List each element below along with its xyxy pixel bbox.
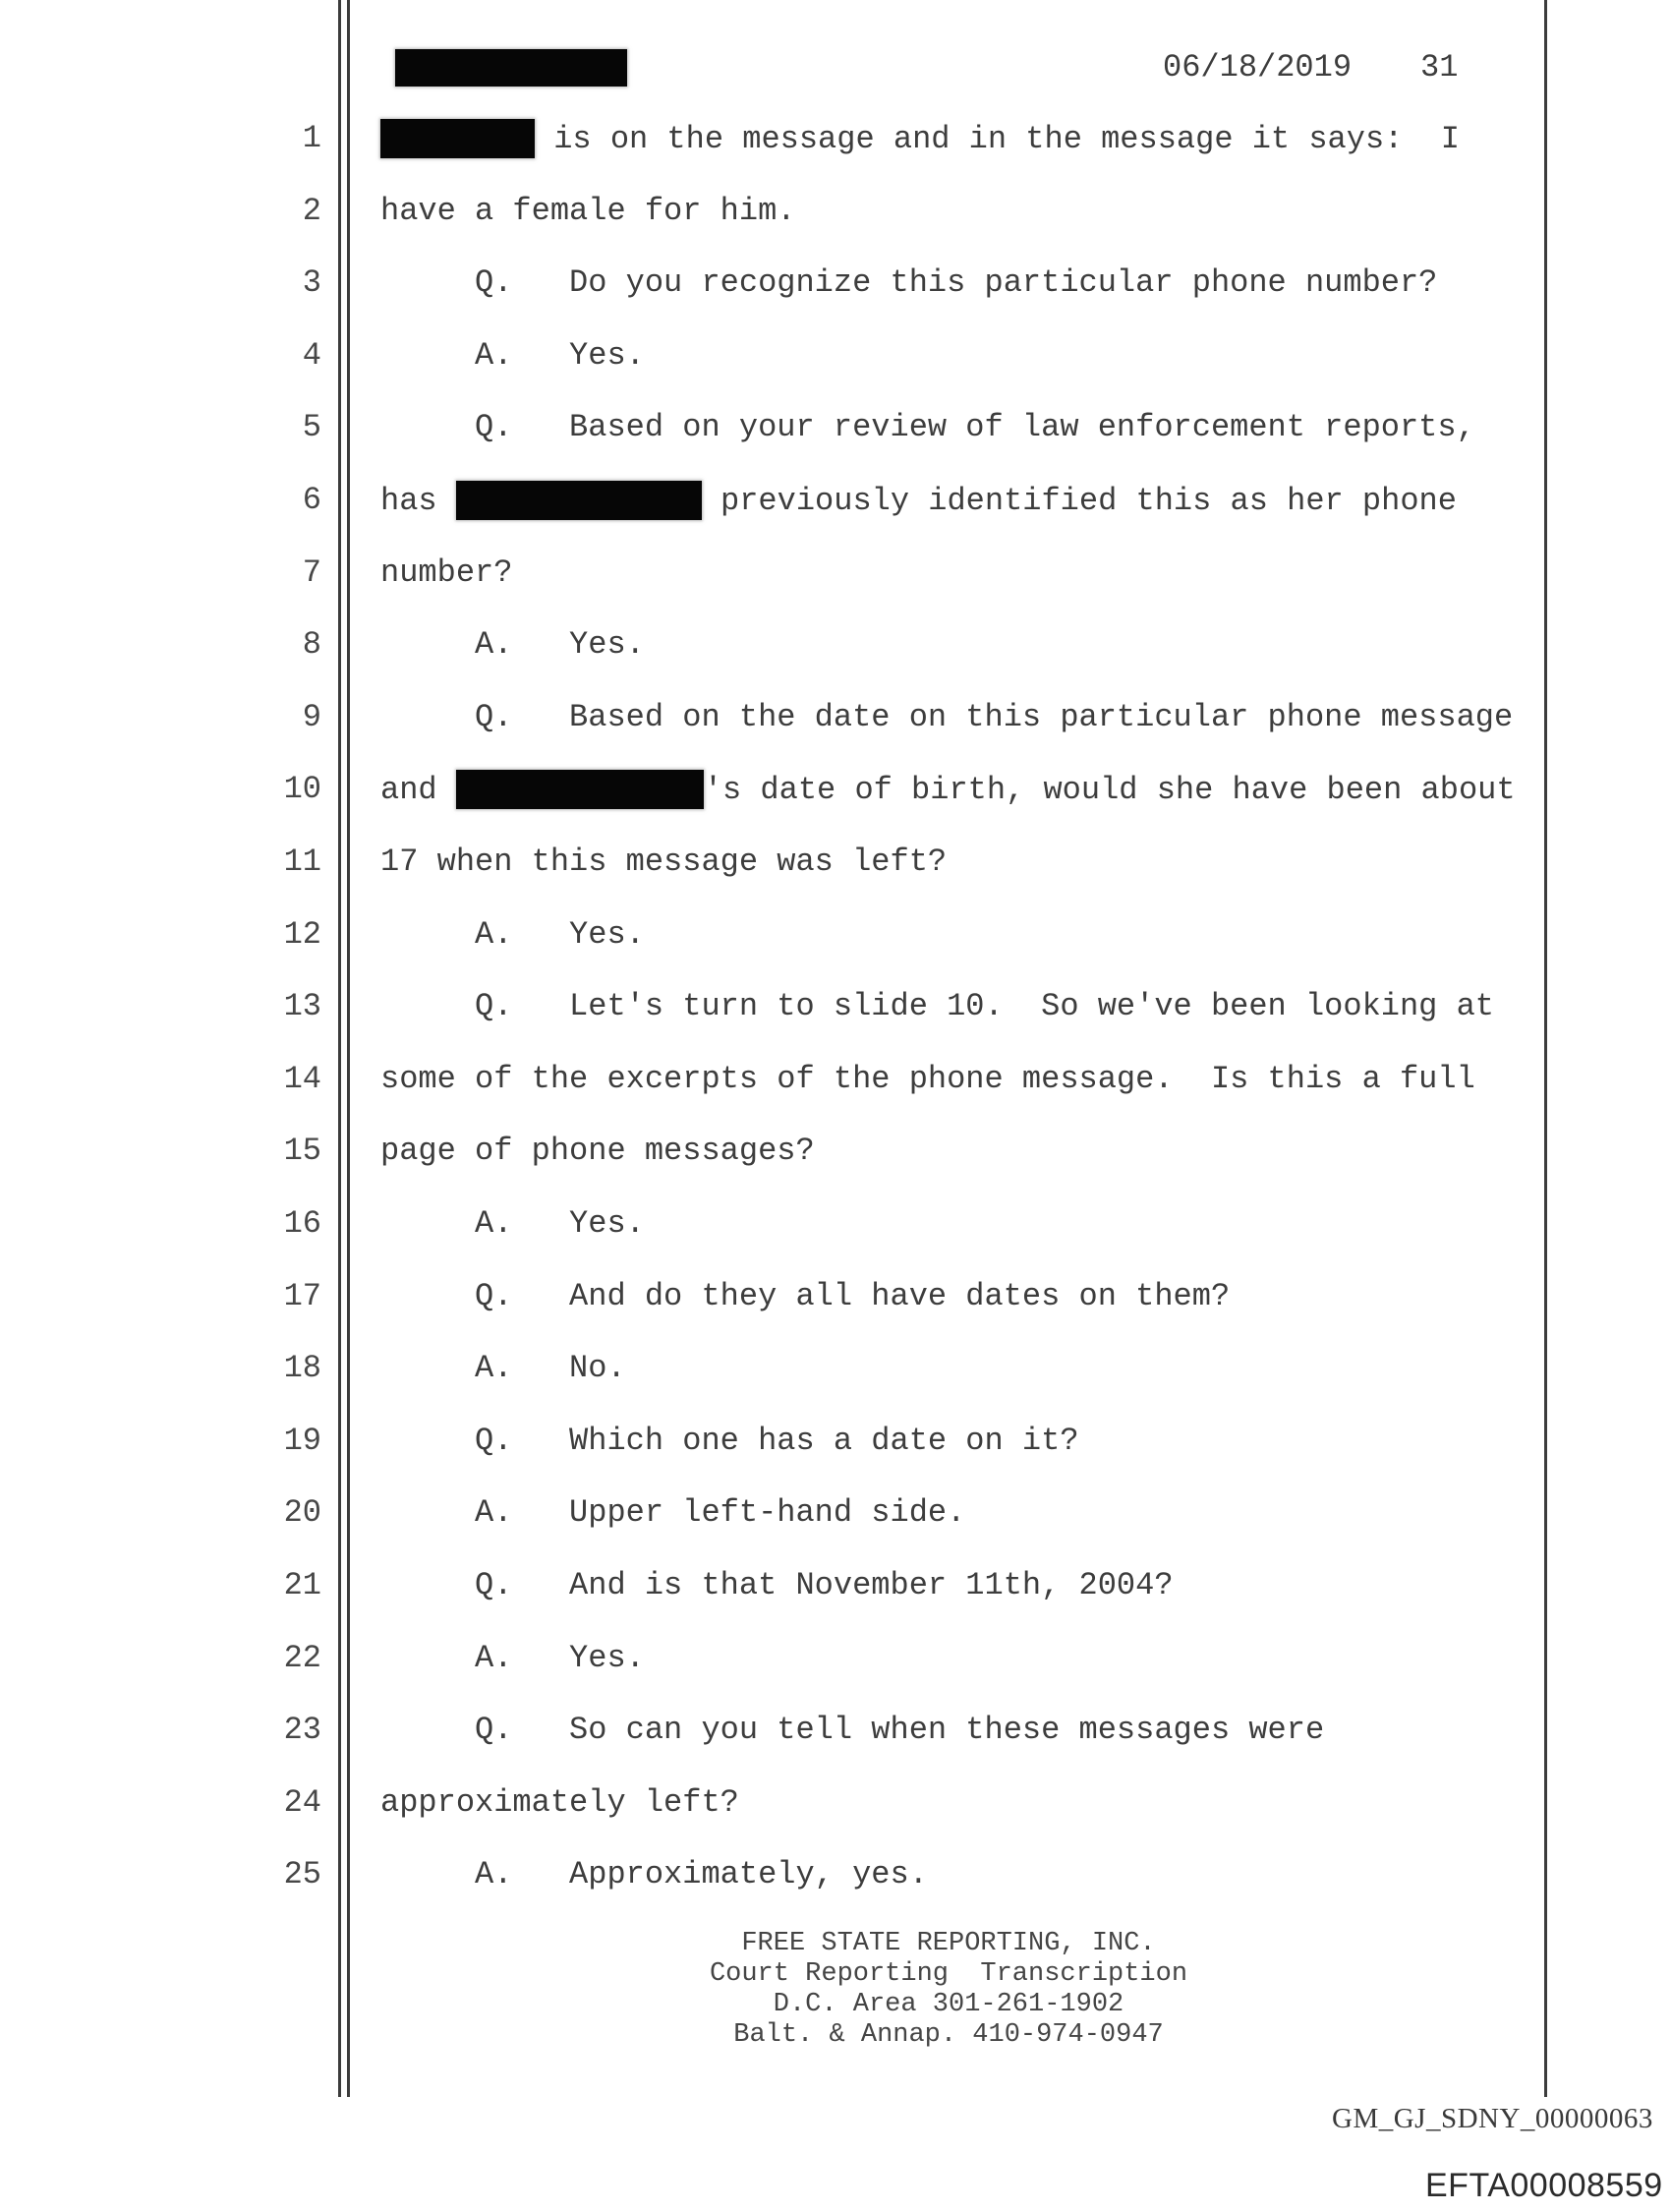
line-text: A. Yes. [380, 626, 645, 664]
line-text: 17 when this message was left? [380, 844, 948, 880]
line-text: A. Yes. [380, 1639, 645, 1676]
left-margin-rule-outer [338, 0, 341, 2097]
line-text: some of the excerpts of the phone message. Is this a full [380, 1060, 1475, 1097]
line-number: 15 [283, 1133, 321, 1170]
line-text: is on the message and in the message it says: I [380, 119, 1460, 159]
footer-line: FREE STATE REPORTING, INC. [741, 1929, 1156, 1958]
line-number: 20 [283, 1494, 321, 1532]
line-text: A. Approximately, yes. [380, 1856, 928, 1893]
left-margin-rule-inner [347, 0, 350, 2097]
footer-line: D.C. Area 301-261-1902 [773, 1990, 1124, 2019]
line-number: 8 [302, 626, 321, 664]
header-redaction-box [395, 49, 627, 87]
line-number: 16 [283, 1205, 321, 1242]
line-text: Q. Based on your review of law enforcement reports, [380, 409, 1475, 446]
line-number: 10 [283, 771, 321, 808]
line-text: A. Yes. [380, 1205, 645, 1242]
line-text: A. Upper left-hand side. [380, 1494, 966, 1532]
line-number: 24 [283, 1783, 321, 1821]
line-number: 12 [283, 915, 321, 953]
line-number: 22 [283, 1639, 321, 1676]
line-number: 13 [283, 988, 321, 1025]
line-text: Q. And do they all have dates on them? [380, 1277, 1231, 1314]
line-text: A. No. [380, 1350, 626, 1387]
line-text: Q. And is that November 11th, 2004? [380, 1567, 1174, 1603]
line-number: 25 [283, 1856, 321, 1893]
line-number: 1 [302, 120, 321, 156]
line-number: 23 [283, 1712, 321, 1749]
line-text: has previously identified this as her phone [380, 483, 1457, 519]
line-text: number? [380, 553, 513, 591]
line-text: approximately left? [380, 1783, 739, 1821]
footer-block [354, 1929, 1543, 2051]
line-number: 14 [283, 1060, 321, 1097]
line-number: 11 [283, 844, 321, 880]
redaction-box [456, 481, 702, 520]
line-number: 9 [302, 698, 321, 735]
line-text: A. Yes. [380, 915, 645, 953]
line-text: Q. So can you tell when these messages were [380, 1712, 1325, 1749]
line-text: Q. Based on the date on this particular phone message [380, 698, 1514, 735]
redaction-box [380, 119, 535, 158]
line-text: Q. Do you recognize this particular phone number? [380, 264, 1438, 302]
bates-number-stamp: EFTA00008559 [1425, 2167, 1663, 2204]
footer-line: Balt. & Annap. 410-974-0947 [733, 2020, 1164, 2050]
line-number: 4 [302, 336, 321, 374]
line-number: 3 [302, 264, 321, 302]
line-text: have a female for him. [380, 192, 796, 229]
line-number: 18 [283, 1350, 321, 1387]
header-page-number: 31 [1420, 49, 1459, 86]
line-text: and 's date of birth, would she have been about [380, 772, 1516, 809]
line-text: Q. Let's turn to slide 10. So we've been looking at [380, 988, 1494, 1025]
line-number: 7 [302, 553, 321, 591]
footer-line: Court Reporting Transcription [709, 1959, 1188, 1989]
line-text: A. Yes. [380, 336, 645, 374]
header-date: 06/18/2019 [1163, 49, 1353, 86]
line-number: 19 [283, 1422, 321, 1459]
line-text: page of phone messages? [380, 1133, 815, 1170]
line-number: 5 [302, 409, 321, 446]
line-number: 21 [283, 1567, 321, 1603]
production-number-stamp: GM_GJ_SDNY_00000063 [1332, 2103, 1653, 2134]
redaction-box [456, 770, 704, 809]
line-text: Q. Which one has a date on it? [380, 1422, 1079, 1459]
line-number: 2 [302, 192, 321, 229]
right-margin-rule [1544, 0, 1547, 2097]
line-number: 6 [302, 482, 321, 518]
line-number: 17 [283, 1277, 321, 1314]
